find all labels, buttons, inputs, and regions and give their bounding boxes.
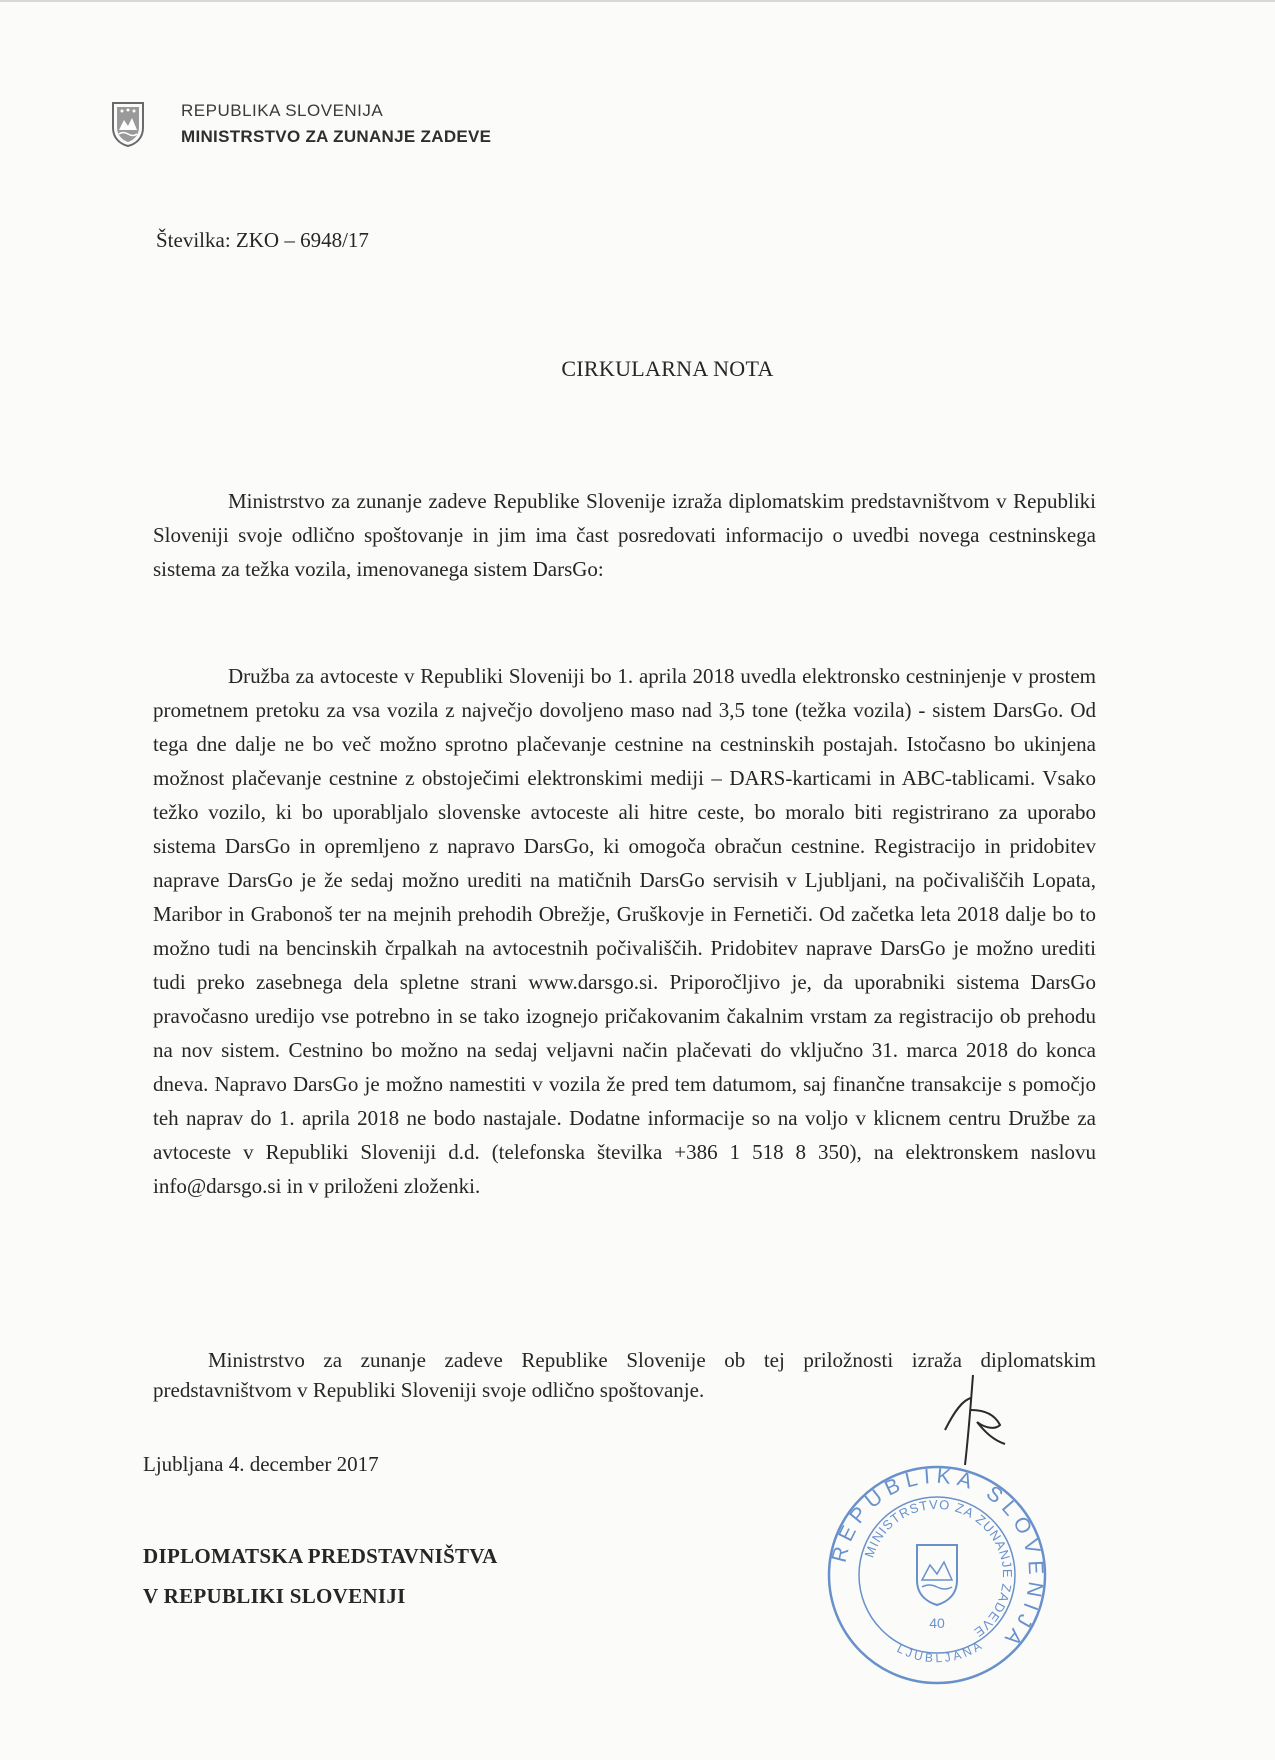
seal-coat-of-arms <box>917 1545 957 1605</box>
seal-bottom-text: LJUBLJANA <box>894 1637 987 1666</box>
letterhead <box>110 98 491 150</box>
place-and-date: Ljubljana 4. december 2017 <box>143 1452 379 1476</box>
seal-number: 40 <box>929 1615 945 1631</box>
recipient-block <box>143 1536 498 1616</box>
body-paragraph: Družba za avtoceste v Republiki Sloveniji bo 1. aprila 2018 uvedla elektronsko cestninjenje v prostem prometnem pretoku za vsa vozila z največjo dovoljeno maso nad 3,5 tone (težka vozila) - sistem DarsGo. Od tega dne dalje ne bo več možno sprotno plačevanje cestnine na cestninskih postajah. Istočasno bo ukinjena možnost plačevanje cestnine z obstoječimi elektronskimi mediji – DARS-karticami in ABC-tablicami. Vsako težko vozilo, ki bo uporabljalo slovenske avtoceste ali hitre ceste, bo moralo biti registrirano za uporabo sistema DarsGo in opremljeno z napravo DarsGo, ki omogoča obračun cestnine. Registracijo in pridobitev naprave DarsGo je že sedaj možno urediti na matičnih DarsGo servisih v Ljubljani, na počivališčih Lopata, Maribor in Grabonoš ter na mejnih prehodih Obrežje, Gruškovje in Fernetiči. Od začetka leta 2018 dalje bo to možno tudi na bencinskih črpalkah na avtocestnih počivališčih. Pridobitev naprave DarsGo je možno urediti tudi preko zasebnega dela spletne strani www.darsgo.si. Priporočljivo je, da uporabniki sistema DarsGo pravočasno uredijo vse potrebno in se tako izognejo pričakovanim čakalnim vrstam za registracijo ob prehodu na nov sistem. Cestnino bo možno na sedaj veljavni način plačevati do vključno 31. marca 2018 do konca dneva. Napravo DarsGo je možno namestiti v vozila že pred tem datumom, saj finančne transakcije s pomočjo teh naprav do 1. aprila 2018 ne bodo nastajale. Dodatne informacije so na voljo v klicnem centru Družbe za avtoceste v Republiki Sloveniji d.d. (telefonska številka +386 1 518 8 350), na elektronskem naslovu info@darsgo.si in v priloženi zloženki. <box>153 664 1096 1198</box>
svg-text:LJUBLJANA <box>895 1637 987 1665</box>
recipient-line-1: DIPLOMATSKA PREDSTAVNIŠTVA <box>143 1544 498 1568</box>
intro-paragraph: Ministrstvo za zunanje zadeve Republike Slovenije izraža diplomatskim predstavništvom v Republiki Sloveniji svoje odlično spoštovanje in jim ima čast posredovati informacijo o uvedbi novega cestninskega sistema za težka vozila, imenovanega sistem DarsGo: <box>153 489 1096 581</box>
header-country: REPUBLIKA SLOVENIJA <box>181 101 384 120</box>
closing-paragraph: Ministrstvo za zunanje zadeve Republike Slovenije ob tej priložnosti izraža diplomatskim predstavništvom v Republiki Sloveniji svoje odlično spoštovanje. <box>153 1348 1096 1402</box>
recipient-line-2: V REPUBLIKI SLOVENIJI <box>143 1584 406 1608</box>
reference-number: Številka: ZKO – 6948/17 <box>156 228 369 252</box>
official-seal <box>822 1460 1052 1690</box>
seal-outer-text: REPUBLIKA SLOVENIJA <box>827 1464 1048 1655</box>
seal-inner-text: MINISTRSTVO ZA ZUNANJE ZADEVE <box>861 1496 1016 1641</box>
document-title: CIRKULARNA NOTA <box>561 356 774 381</box>
page-edge <box>0 0 1275 2</box>
header-ministry: MINISTRSTVO ZA ZUNANJE ZADEVE <box>181 127 492 146</box>
coat-of-arms-icon <box>110 100 146 148</box>
